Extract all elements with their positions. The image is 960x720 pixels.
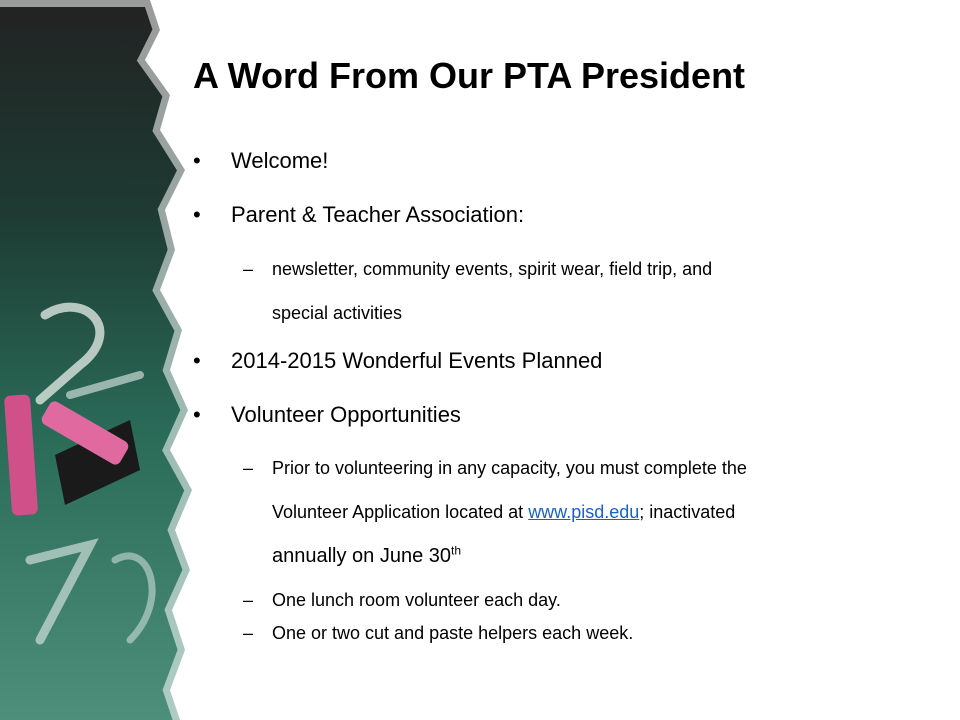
sub-text-line: Prior to volunteering in any capacity, you must complete the [272, 458, 747, 478]
bullet-text: 2014-2015 Wonderful Events Planned [231, 348, 603, 373]
bullet-marker: • [193, 148, 201, 173]
sub-text-line: special activities [272, 303, 403, 323]
bullet-text: Volunteer Opportunities [231, 402, 461, 427]
application-text: Volunteer Application located at [272, 502, 529, 522]
bullet-marker: • [193, 202, 201, 227]
sub-text-line [272, 534, 893, 578]
slide-title: A Word From Our PTA President [193, 55, 746, 96]
pisd-link[interactable]: www.pisd.edu [528, 502, 640, 522]
sub-text-line: One lunch room volunteer each day. [272, 590, 561, 610]
dash-marker: – [243, 623, 254, 643]
sub-text-line [272, 490, 893, 534]
sub-text-line: One or two cut and paste helpers each week. [272, 623, 634, 643]
dash-marker: – [243, 259, 254, 279]
dash-marker: – [243, 458, 254, 478]
dash-marker: – [243, 590, 254, 610]
bullet-marker: • [193, 402, 201, 427]
annual-date-text: annually on June 30 [272, 545, 452, 567]
bullet-text: Welcome! [231, 148, 329, 173]
bullet-marker: • [193, 348, 201, 373]
bullet-text: Parent & Teacher Association: [231, 202, 525, 227]
ordinal-suffix: th [451, 543, 462, 558]
inactivated-text: ; inactivated [639, 502, 736, 522]
sub-text-line: newsletter, community events, spirit wear, field trip, and [272, 259, 713, 279]
